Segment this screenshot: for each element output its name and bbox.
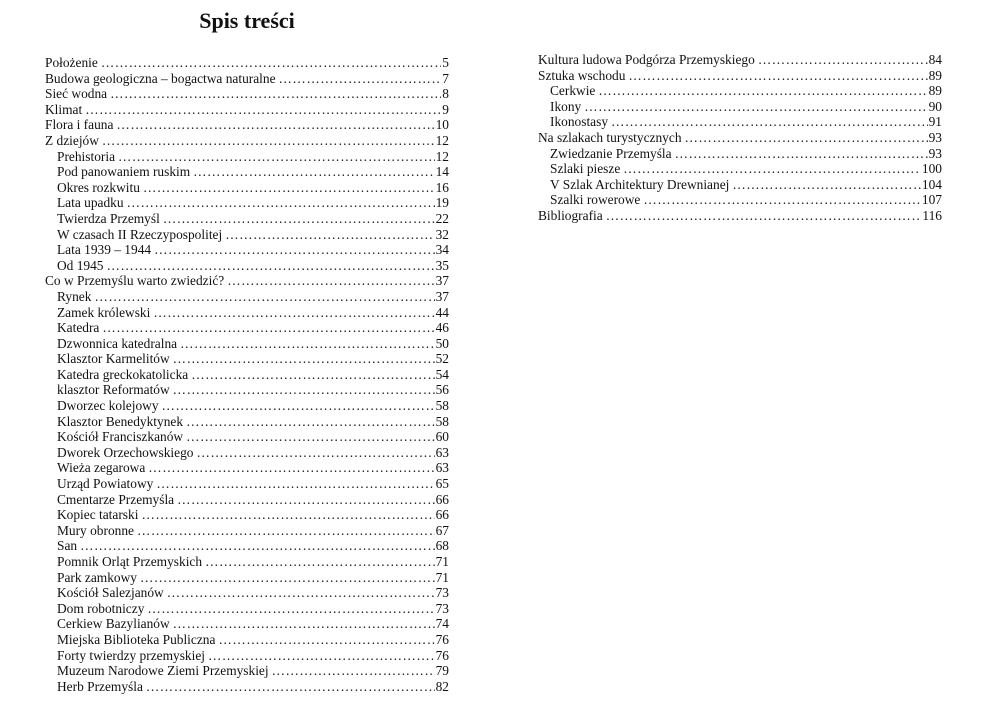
toc-leader-dots — [598, 83, 927, 99]
toc-entry-label: Kopiec tatarski — [57, 507, 139, 523]
toc-entry — [45, 663, 449, 679]
toc-entry-label: Herb Przemyśla — [57, 678, 143, 694]
toc-entry-page-number: 74 — [435, 616, 449, 632]
toc-entry-label: Sieć wodna — [45, 86, 108, 102]
toc-leader-dots — [628, 68, 927, 84]
toc-entry-label: Miejska Biblioteka Publiczna — [57, 631, 216, 647]
toc-leader-dots — [102, 133, 435, 149]
toc-entry-page-number: 12 — [435, 132, 449, 148]
toc-leader-dots — [80, 538, 435, 554]
toc-leader-dots — [272, 663, 435, 679]
toc-entry — [538, 83, 942, 99]
toc-entry-label: Szalki rowerowe — [550, 192, 641, 208]
toc-entry — [45, 133, 449, 149]
toc-entry-label: Ikony — [550, 98, 582, 114]
toc-entry-page-number: 65 — [435, 476, 449, 492]
toc-leader-dots — [173, 382, 435, 398]
toc-entry — [45, 227, 449, 243]
toc-entry-label: Rynek — [57, 288, 92, 304]
toc-leader-dots — [137, 523, 435, 539]
page-title: Spis treści — [199, 8, 295, 33]
toc-leader-dots — [173, 616, 435, 632]
toc-entry-label: Lata 1939 – 1944 — [57, 242, 152, 258]
toc-entry-page-number: 63 — [435, 444, 449, 460]
toc-leader-dots — [143, 180, 435, 196]
toc-entry-label: Bibliografia — [538, 207, 603, 223]
toc-entry — [45, 351, 449, 367]
toc-entry-label: Dzwonnica katedralna — [57, 335, 178, 351]
toc-entry-page-number: 91 — [928, 114, 942, 130]
toc-leader-dots — [173, 351, 435, 367]
toc-entry — [45, 102, 449, 118]
toc-entry-label: Kościół Franciszkanów — [57, 429, 184, 445]
toc-entry — [45, 538, 449, 554]
toc-entry-label: Muzeum Narodowe Ziemi Przemyskiej — [57, 663, 269, 679]
toc-leader-dots — [186, 414, 435, 430]
toc-entry — [45, 632, 449, 648]
toc-entry-label: Okres rozkwitu — [57, 179, 140, 195]
toc-entry-label: W czasach II Rzeczypospolitej — [57, 226, 223, 242]
toc-entry-label: Lata upadku — [57, 195, 124, 211]
toc-entry-page-number: 89 — [928, 83, 942, 99]
toc-entry-page-number: 56 — [435, 382, 449, 398]
toc-entry — [45, 570, 449, 586]
toc-entry-page-number: 76 — [435, 631, 449, 647]
toc-entry — [45, 616, 449, 632]
toc-entry-label: V Szlak Architektury Drewnianej — [550, 176, 730, 192]
toc-entry — [45, 554, 449, 570]
toc-entry-label: Cerkiew Bazylianów — [57, 616, 170, 632]
toc-leader-dots — [732, 177, 921, 193]
toc-leader-dots — [107, 258, 435, 274]
toc-leader-dots — [685, 130, 928, 146]
toc-entry-label: Mury obronne — [57, 522, 134, 538]
toc-entry-page-number: 52 — [435, 351, 449, 367]
toc-entry — [45, 289, 449, 305]
toc-leader-dots — [758, 52, 928, 68]
toc-entry-label: Ikonostasy — [550, 114, 609, 130]
toc-entry-page-number: 66 — [435, 507, 449, 523]
toc-entry-label: Kultura ludowa Podgórza Przemyskiego — [538, 52, 755, 67]
toc-leader-dots — [118, 149, 435, 165]
toc-entry-label: Klasztor Karmelitów — [57, 351, 170, 367]
toc-entry-label: Cerkwie — [550, 83, 596, 99]
toc-leader-dots — [180, 336, 435, 352]
toc-entry-page-number: 37 — [435, 273, 449, 289]
toc-entry — [45, 476, 449, 492]
toc-entry — [45, 382, 449, 398]
toc-leader-dots — [140, 570, 435, 586]
toc-entry-label: Cmentarze Przemyśla — [57, 491, 175, 507]
toc-entry-page-number: 22 — [435, 210, 449, 226]
toc-leader-dots — [156, 476, 434, 492]
toc-entry-page-number: 12 — [435, 148, 449, 164]
toc-entry — [45, 601, 449, 617]
toc-entry-page-number: 71 — [435, 554, 449, 569]
toc-entry-label: Zwiedzanie Przemyśla — [550, 145, 672, 161]
toc-entry-label: Z dziejów — [45, 132, 99, 148]
toc-entry — [538, 208, 942, 224]
toc-entry — [45, 445, 449, 461]
toc-entry-label: Twierdza Przemyśl — [57, 210, 160, 226]
toc-entry-label: Klimat — [45, 101, 83, 117]
toc-entry-page-number: 8 — [442, 86, 449, 102]
toc-entry-page-number: 79 — [435, 663, 449, 679]
toc-leader-dots — [205, 554, 435, 570]
toc-entry-page-number: 100 — [921, 161, 942, 177]
toc-entry — [45, 55, 449, 71]
toc-entry — [538, 146, 942, 162]
toc-leader-dots — [127, 195, 435, 211]
toc-entry — [45, 429, 449, 445]
toc-entry-label: Od 1945 — [57, 257, 104, 273]
toc-entry-page-number: 73 — [435, 585, 449, 601]
toc-entry-label: Kościół Salezjanów — [57, 585, 164, 601]
toc-entry — [45, 117, 449, 133]
toc-leader-dots — [110, 86, 441, 102]
toc-entry-label: Urząd Powiatowy — [57, 476, 154, 492]
toc-leader-dots — [279, 71, 442, 87]
toc-leader-dots — [643, 192, 921, 208]
toc-leader-dots — [225, 227, 434, 243]
toc-entry-label: Flora i fauna — [45, 117, 114, 133]
toc-entry-page-number: 34 — [435, 242, 449, 258]
toc-entry-label: klasztor Reformatów — [57, 382, 170, 398]
toc-entry — [45, 180, 449, 196]
toc-entry-label: Klasztor Benedyktynek — [57, 413, 184, 429]
toc-entry-page-number: 90 — [928, 98, 942, 114]
toc-leader-dots — [218, 632, 434, 648]
toc-leader-dots — [85, 102, 441, 118]
toc-leader-dots — [153, 305, 434, 321]
toc-leader-dots — [675, 146, 928, 162]
toc-entry — [45, 258, 449, 274]
toc-leader-dots — [584, 99, 927, 115]
toc-entry-page-number: 116 — [922, 207, 942, 223]
toc-entry — [538, 130, 942, 146]
toc-entry-page-number: 54 — [435, 366, 449, 382]
toc-entry-label: Na szlakach turystycznych — [538, 129, 682, 145]
toc-entry — [45, 679, 449, 695]
toc-entry-page-number: 66 — [435, 491, 449, 507]
toc-entry-page-number: 16 — [435, 179, 449, 195]
toc-entry-page-number: 10 — [435, 117, 449, 133]
toc-entry-page-number: 58 — [435, 398, 449, 414]
toc-column-right — [538, 52, 942, 224]
toc-entry — [538, 99, 942, 115]
toc-entry — [45, 164, 449, 180]
toc-leader-dots — [101, 55, 441, 71]
toc-leader-dots — [116, 117, 434, 133]
toc-entry-page-number: 58 — [435, 413, 449, 429]
toc-entry-page-number: 60 — [435, 429, 449, 445]
toc-entry-label: Budowa geologiczna – bogactwa naturalne — [45, 70, 276, 86]
toc-entry-label: Katedra greckokatolicka — [57, 366, 189, 382]
toc-leader-dots — [147, 601, 434, 617]
toc-leader-dots — [611, 114, 928, 130]
toc-entry-label: Sztuka wschodu — [538, 67, 626, 83]
toc-leader-dots — [186, 429, 435, 445]
toc-entry-label: Pod panowaniem ruskim — [57, 164, 191, 180]
toc-entry-label: Co w Przemyślu warto zwiedzić? — [45, 273, 225, 289]
toc-leader-dots — [191, 367, 434, 383]
toc-leader-dots — [167, 585, 435, 601]
toc-leader-dots — [196, 445, 434, 461]
toc-entry — [45, 86, 449, 102]
toc-entry-page-number: 84 — [928, 52, 942, 67]
toc-leader-dots — [177, 492, 434, 508]
toc-entry — [45, 414, 449, 430]
toc-leader-dots — [154, 242, 435, 258]
toc-entry-label: Prehistoria — [57, 148, 116, 164]
toc-entry — [45, 367, 449, 383]
toc-entry-page-number: 7 — [442, 70, 449, 86]
toc-entry-label: Forty twierdzy przemyskiej — [57, 647, 206, 663]
toc-entry — [45, 149, 449, 165]
toc-leader-dots — [141, 507, 434, 523]
toc-entry-page-number: 93 — [928, 129, 942, 145]
toc-leader-dots — [163, 211, 435, 227]
toc-entry — [45, 71, 449, 87]
toc-entry-label: Szlaki piesze — [550, 161, 621, 177]
toc-entry — [45, 398, 449, 414]
toc-entry-label: San — [57, 538, 78, 554]
toc-entry-page-number: 71 — [435, 569, 449, 585]
toc-entry-label: Dworek Orzechowskiego — [57, 444, 194, 460]
toc-entry — [538, 177, 942, 193]
toc-entry — [45, 492, 449, 508]
toc-entry — [45, 195, 449, 211]
toc-entry-label: Katedra — [57, 320, 100, 336]
toc-leader-dots — [94, 289, 434, 305]
toc-entry-label: Zamek królewski — [57, 304, 151, 320]
toc-leader-dots — [227, 273, 434, 289]
toc-entry — [45, 320, 449, 336]
toc-leader-dots — [606, 208, 922, 224]
toc-entry-page-number: 50 — [435, 335, 449, 351]
toc-entry-page-number: 32 — [435, 226, 449, 242]
toc-entry-page-number: 14 — [435, 164, 449, 180]
toc-entry — [45, 336, 449, 352]
toc-entry-label: Park zamkowy — [57, 569, 137, 585]
toc-entry-page-number: 46 — [435, 320, 449, 336]
toc-entry-page-number: 68 — [435, 538, 449, 554]
toc-entry — [45, 273, 449, 289]
toc-entry — [538, 52, 942, 68]
toc-entry-label: Pomnik Orląt Przemyskich — [57, 554, 203, 569]
toc-leader-dots — [162, 398, 435, 414]
toc-entry-page-number: 76 — [435, 647, 449, 663]
toc-entry — [45, 242, 449, 258]
toc-entry — [538, 161, 942, 177]
toc-entry-page-number: 63 — [435, 460, 449, 476]
toc-entry — [45, 211, 449, 227]
toc-entry — [45, 305, 449, 321]
toc-entry — [45, 523, 449, 539]
toc-column-left — [45, 55, 449, 694]
toc-entry — [45, 585, 449, 601]
toc-entry-label: Dworzec kolejowy — [57, 398, 159, 414]
toc-entry-page-number: 19 — [435, 195, 449, 211]
toc-entry — [45, 648, 449, 664]
toc-entry-page-number: 9 — [442, 101, 449, 117]
toc-entry — [45, 507, 449, 523]
toc-entry-label: Położenie — [45, 55, 98, 70]
toc-entry-page-number: 35 — [435, 257, 449, 273]
toc-entry-page-number: 5 — [442, 55, 449, 70]
toc-entry — [538, 192, 942, 208]
toc-entry — [45, 460, 449, 476]
toc-leader-dots — [208, 648, 435, 664]
toc-entry-page-number: 104 — [921, 176, 942, 192]
toc-entry — [538, 114, 942, 130]
toc-entry-page-number: 93 — [928, 145, 942, 161]
toc-entry-label: Wieża zegarowa — [57, 460, 146, 476]
toc-leader-dots — [102, 320, 434, 336]
toc-leader-dots — [148, 460, 434, 476]
toc-leader-dots — [193, 164, 434, 180]
toc-entry-page-number: 67 — [435, 522, 449, 538]
toc-entry-label: Dom robotniczy — [57, 600, 145, 616]
toc-leader-dots — [623, 161, 921, 177]
toc-entry-page-number: 82 — [435, 678, 449, 694]
toc-entry-page-number: 89 — [928, 67, 942, 83]
toc-entry-page-number: 73 — [435, 600, 449, 616]
toc-entry-page-number: 37 — [435, 288, 449, 304]
toc-entry-page-number: 107 — [921, 192, 942, 208]
toc-entry — [538, 68, 942, 84]
toc-entry-page-number: 44 — [435, 304, 449, 320]
toc-leader-dots — [146, 679, 435, 695]
